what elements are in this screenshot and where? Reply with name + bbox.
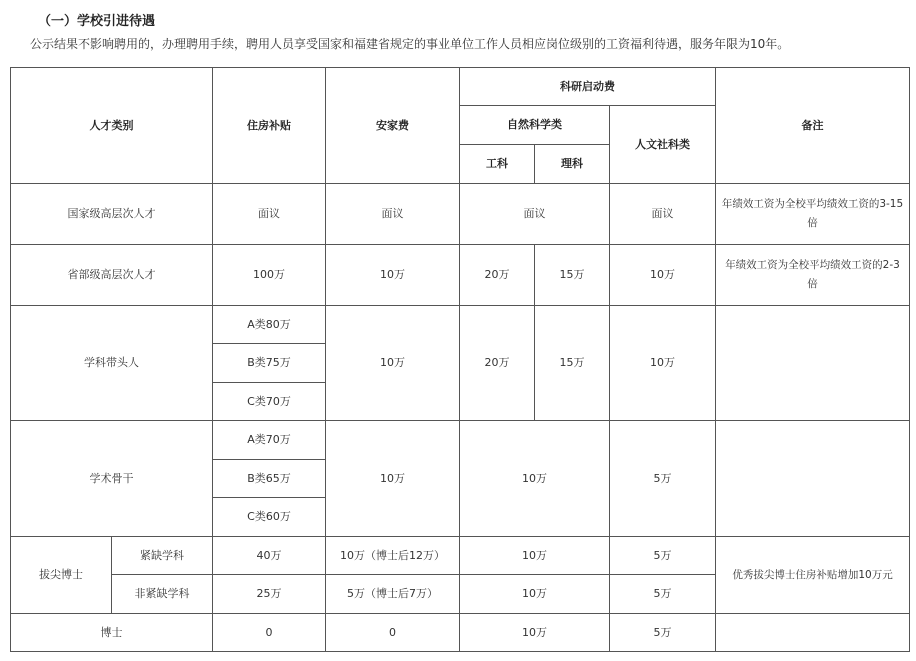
cell-settle: 10万（博士后12万） — [326, 537, 460, 575]
cell-remark: 优秀拔尖博士住房补贴增加10万元 — [716, 537, 910, 614]
cell-housing: 0 — [213, 614, 326, 652]
treatment-table — [10, 67, 910, 652]
cell-type: 拔尖博士 — [11, 537, 112, 614]
cell-natural: 10万 — [460, 614, 610, 652]
cell-subtype: 非紧缺学科 — [112, 575, 213, 614]
cell-engineering: 20万 — [460, 306, 535, 421]
cell-housing: 25万 — [213, 575, 326, 614]
cell-housing: 100万 — [213, 245, 326, 306]
cell-remark — [716, 306, 910, 421]
table-row-phd — [11, 614, 910, 652]
header-talent-type: 人才类别 — [11, 68, 213, 184]
table-row-leader-a — [11, 306, 910, 344]
table-row-backbone-a — [11, 421, 910, 460]
cell-settle: 面议 — [326, 184, 460, 245]
header-science: 理科 — [535, 145, 610, 184]
cell-remark — [716, 421, 910, 537]
table-row-top-phd-shortage — [11, 537, 910, 575]
intro-paragraph: 公示结果不影响聘用的，办理聘用手续，聘用人员享受国家和福建省规定的事业单位工作人员相应岗位级别的工资福利待遇，服务年限为10年。 — [30, 37, 790, 51]
header-row-1 — [11, 68, 910, 106]
cell-type: 学术骨干 — [11, 421, 213, 537]
cell-housing: 面议 — [213, 184, 326, 245]
cell-natural: 10万 — [460, 575, 610, 614]
cell-housing-b: B类65万 — [213, 460, 326, 498]
header-housing: 住房补贴 — [213, 68, 326, 184]
cell-housing: 40万 — [213, 537, 326, 575]
cell-humanities: 5万 — [610, 421, 716, 537]
cell-natural: 10万 — [460, 421, 610, 537]
cell-housing-a: A类70万 — [213, 421, 326, 460]
cell-natural: 面议 — [460, 184, 610, 245]
cell-settle: 0 — [326, 614, 460, 652]
header-remarks: 备注 — [716, 68, 910, 184]
header-settle: 安家费 — [326, 68, 460, 184]
cell-housing-c: C类60万 — [213, 498, 326, 537]
cell-settle: 10万 — [326, 306, 460, 421]
cell-humanities: 10万 — [610, 306, 716, 421]
cell-type: 学科带头人 — [11, 306, 213, 421]
header-research: 科研启动费 — [460, 68, 716, 106]
cell-settle: 10万 — [326, 421, 460, 537]
header-engineering: 工科 — [460, 145, 535, 184]
table-row-provincial — [11, 245, 910, 306]
cell-science: 15万 — [535, 245, 610, 306]
cell-remark — [716, 614, 910, 652]
cell-humanities: 5万 — [610, 537, 716, 575]
cell-humanities: 面议 — [610, 184, 716, 245]
header-natural: 自然科学类 — [460, 106, 610, 145]
cell-subtype: 紧缺学科 — [112, 537, 213, 575]
cell-natural: 10万 — [460, 537, 610, 575]
cell-type: 省部级高层次人才 — [11, 245, 213, 306]
table-row-national — [11, 184, 910, 245]
cell-housing-c: C类70万 — [213, 383, 326, 421]
cell-remark: 年绩效工资为全校平均绩效工资的3-15倍 — [716, 184, 910, 245]
cell-engineering: 20万 — [460, 245, 535, 306]
cell-science: 15万 — [535, 306, 610, 421]
cell-housing-b: B类75万 — [213, 344, 326, 383]
header-humanities: 人文社科类 — [610, 106, 716, 184]
cell-humanities: 10万 — [610, 245, 716, 306]
cell-humanities: 5万 — [610, 575, 716, 614]
cell-humanities: 5万 — [610, 614, 716, 652]
cell-type: 国家级高层次人才 — [11, 184, 213, 245]
cell-housing-a: A类80万 — [213, 306, 326, 344]
section-heading: （一）学校引进待遇 — [38, 14, 156, 29]
cell-settle: 10万 — [326, 245, 460, 306]
cell-remark: 年绩效工资为全校平均绩效工资的2-3倍 — [716, 245, 910, 306]
cell-settle: 5万（博士后7万） — [326, 575, 460, 614]
cell-type: 博士 — [11, 614, 213, 652]
